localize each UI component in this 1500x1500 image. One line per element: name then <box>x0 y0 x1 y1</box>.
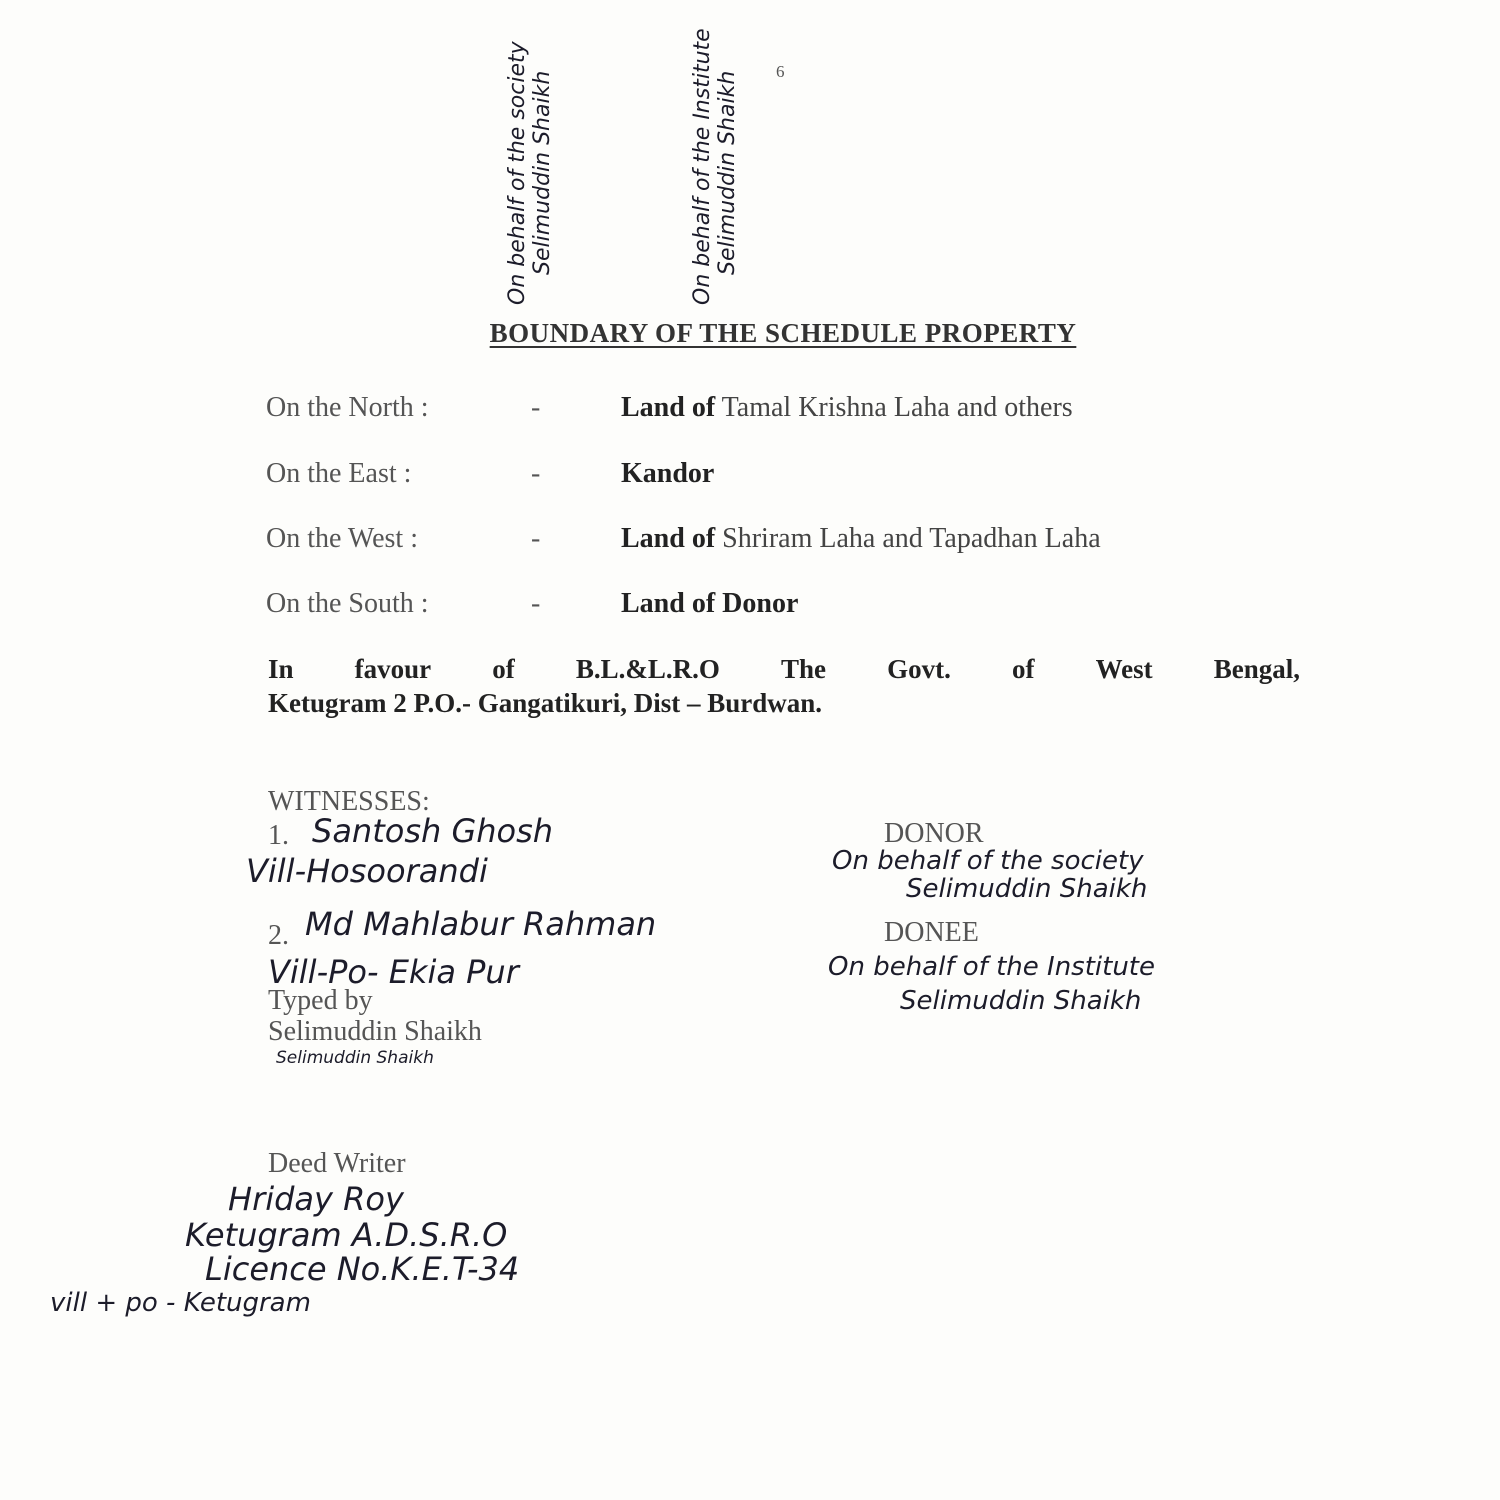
favour-word: B.L.&L.R.O <box>575 654 720 684</box>
boundary-west-value <box>621 523 1101 555</box>
page-title: BOUNDARY OF THE SCHEDULE PROPERTY <box>489 318 1077 348</box>
deed-writer-licence: Licence No.K.E.T-34 <box>205 1250 520 1288</box>
page-number: 6 <box>776 62 785 81</box>
typed-by-name: Selimuddin Shaikh <box>268 1016 482 1047</box>
boundary-value-bold: Kandor <box>621 458 715 489</box>
favour-word: favour <box>354 654 432 684</box>
boundary-dash: - <box>531 392 541 423</box>
donee-signature-line: On behalf of the Institute <box>828 952 1155 982</box>
deed-writer-address: vill + po - Ketugram <box>50 1288 311 1318</box>
margin-signature-line: On behalf of the society <box>505 41 530 305</box>
boundary-value-bold: Land of <box>621 392 716 423</box>
favour-word: Govt. <box>887 654 951 684</box>
in-favour-of-paragraph <box>268 652 1300 720</box>
typed-by-label: Typed by <box>268 985 373 1016</box>
margin-signature-name: Selimuddin Shaikh <box>530 70 555 275</box>
favour-word: The <box>781 654 827 684</box>
margin-signature-line: On behalf of the Institute <box>690 28 715 305</box>
donee-signature-name: Selimuddin Shaikh <box>900 986 1142 1016</box>
deed-writer-label: Deed Writer <box>268 1148 406 1179</box>
margin-signature-institute <box>690 28 740 305</box>
boundary-value-rest: Shriram Laha and Tapadhan Laha <box>715 523 1101 554</box>
witness-1-number: 1. <box>268 820 289 851</box>
witness-2-number: 2. <box>268 920 289 951</box>
boundary-north-label <box>266 392 541 424</box>
typed-by-signature: Selimuddin Shaikh <box>276 1048 434 1068</box>
deed-writer-office: Ketugram A.D.S.R.O <box>185 1216 508 1254</box>
favour-word: West <box>1095 654 1153 684</box>
donor-label: DONOR <box>884 818 984 849</box>
boundary-value-bold: Land of <box>621 523 716 554</box>
witness-1-address: Vill-Hosoorandi <box>246 852 488 890</box>
boundary-east-label <box>266 458 541 490</box>
boundary-dash: - <box>531 523 541 554</box>
boundary-south-value <box>621 588 798 620</box>
donor-signature-line: On behalf of the society <box>832 846 1144 876</box>
margin-signature-society <box>505 41 555 305</box>
witness-1-signature: Santosh Ghosh <box>312 812 554 850</box>
donee-label: DONEE <box>884 917 979 948</box>
favour-line-1 <box>268 652 1300 686</box>
boundary-side: On the North : <box>266 392 429 423</box>
boundary-west-label <box>266 523 541 555</box>
favour-word: Bengal, <box>1213 654 1300 684</box>
boundary-side: On the West : <box>266 523 418 554</box>
witnesses-heading: WITNESSES: <box>268 786 430 817</box>
boundary-north-value <box>621 392 1073 424</box>
boundary-dash: - <box>531 588 541 619</box>
favour-word: of <box>1011 654 1035 684</box>
favour-line-2: Ketugram 2 P.O.- Gangatikuri, Dist – Burdwan. <box>268 688 823 718</box>
deed-writer-name: Hriday Roy <box>228 1180 404 1218</box>
boundary-south-label <box>266 588 541 620</box>
boundary-value-rest: Tamal Krishna Laha and others <box>715 392 1073 423</box>
margin-signature-name: Selimuddin Shaikh <box>715 70 740 275</box>
boundary-east-value <box>621 458 714 490</box>
donor-signature-name: Selimuddin Shaikh <box>906 874 1148 904</box>
boundary-value-bold: Land of Donor <box>621 588 799 619</box>
witness-2-signature: Md Mahlabur Rahman <box>305 905 657 943</box>
boundary-dash: - <box>531 458 541 489</box>
favour-word: of <box>492 654 515 684</box>
boundary-side: On the South : <box>266 588 429 619</box>
witness-2-address: Vill-Po- Ekia Pur <box>268 953 519 991</box>
favour-word: In <box>268 654 294 684</box>
boundary-side: On the East : <box>266 458 412 489</box>
